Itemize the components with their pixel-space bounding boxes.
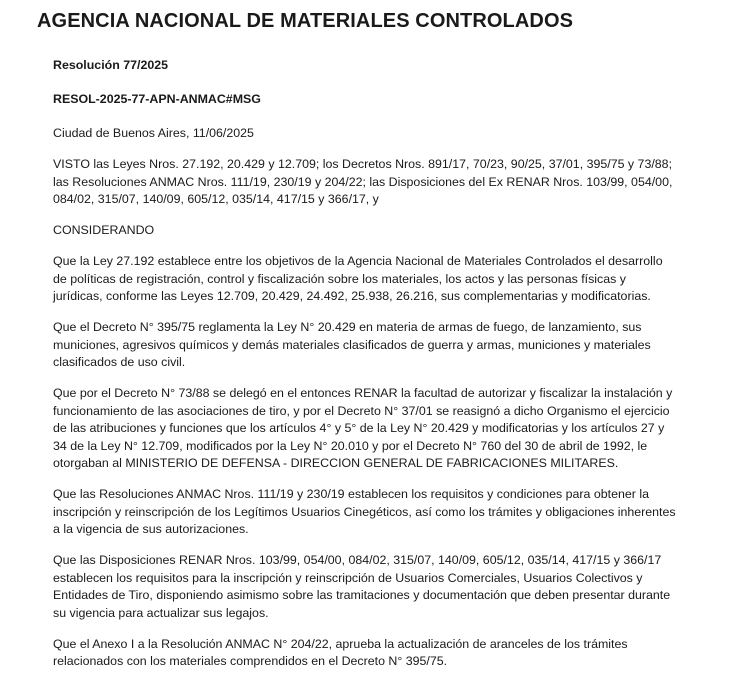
considerando-paragraph-4: Que las Resoluciones ANMAC Nros. 111/19 y 230/19 establecen los requisitos y condiciones para obtener la inscripción y reinscripción de los Legítimos Usuarios Cinegéticos, así como los trámites y obligaciones inherentes a la vigencia de sus autorizaciones. <box>53 487 676 536</box>
considerando-paragraph-1: Que la Ley 27.192 establece entre los objetivos de la Agencia Nacional de Materiales Controlados el desarrollo de políticas de registración, control y fiscalización sobre los materiales, los actos y las personas físicas y jurídicas, conforme las Leyes 12.709, 20.429, 24.492, 25.938, 26.216, sus complementarias y modificatorias. <box>53 254 663 303</box>
considerando-paragraph-2: Que el Decreto N° 395/75 reglamenta la Ley N° 20.429 en materia de armas de fuego, de lanzamiento, sus municiones, agresivos químicos y demás materiales clasificados de guerra y armas, municiones y materiales clasificados de uso civil. <box>53 320 651 369</box>
resolution-reference: RESOL-2025-77-APN-ANMAC#MSG <box>53 91 261 106</box>
resolution-title: Resolución 77/2025 <box>53 58 169 72</box>
considerando-paragraph-6: Que el Anexo I a la Resolución ANMAC N° 204/22, aprueba la actualización de aranceles de los trámites relacionados con los materiales comprendidos en el Decreto N° 395/75. <box>53 636 628 668</box>
considerando-paragraph-3: Que por el Decreto N° 73/88 se delegó en el entonces RENAR la facultad de autorizar y fiscalizar la instalación y funcionamiento de las asociaciones de tiro, y por el Decreto N° 37/01 se reasignó a dicho Organismo el ejercicio de las atribuciones y funciones que los artículos 4° y 5° de la Ley N° 20.429 y modificatorias y los artículos 27 y 34 de la Ley N° 12.709, modificados por la Ley N° 20.010 y por el Decreto N° 760 del 30 de abril de 1992, le otorgaban al MINISTERIO DE DEFENSA - DIRECCION GENERAL DE FABRICACIONES MILITARES. <box>53 386 673 470</box>
place-date: Ciudad de Buenos Aires, 11/06/2025 <box>53 126 254 140</box>
agency-title: AGENCIA NACIONAL DE MATERIALES CONTROLADOS <box>37 10 574 32</box>
considerando-heading: CONSIDERANDO <box>53 223 155 237</box>
visto-paragraph: VISTO las Leyes Nros. 27.192, 20.429 y 12.709; los Decretos Nros. 891/17, 70/23, 90/25, 37/01, 395/75 y 73/88; las Resoluciones ANMAC Nros. 111/19, 230/19 y 204/22; las Disposiciones del Ex RENAR Nros. 103/99, 054/00, 084/02, 315/07, 140/09, 605/12, 035/14, 417/15 y 366/17, y <box>53 157 673 206</box>
considerando-paragraph-5: Que las Disposiciones RENAR Nros. 103/99, 054/00, 084/02, 315/07, 140/09, 605/12, 035/14, 417/15 y 366/17 establecen los requisitos para la inscripción y reinscripción de Usuarios Comerciales, Usuarios Colectivos y Entidades de Tiro, disponiendo asimismo sobre las tramitaciones y documentación que deben presentar durante su vigencia para actualizar sus legajos. <box>53 553 671 620</box>
resolution-body <box>53 57 678 684</box>
